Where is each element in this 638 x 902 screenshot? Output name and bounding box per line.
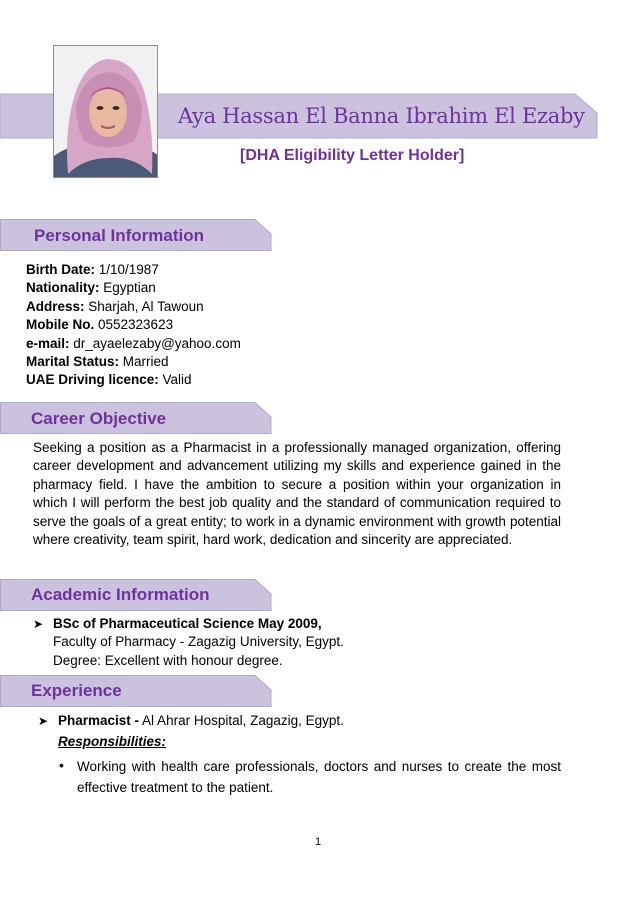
bullet-icon: • [59, 756, 64, 773]
personal-field: Marital Status: Married [26, 354, 169, 370]
degree-title: BSc of Pharmaceutical Science May 2009, [53, 616, 322, 631]
personal-info-list [26, 261, 241, 390]
job-title-line [58, 712, 568, 730]
section-title: Career Objective [31, 409, 167, 428]
academic-entry [33, 615, 573, 670]
personal-field: UAE Driving licence: Valid [26, 372, 192, 388]
section-header-experience [0, 675, 272, 707]
header-subtitle: [DHA Eligibility Letter Holder] [240, 147, 465, 164]
personal-field: Mobile No. 0552323623 [26, 317, 174, 333]
objective-paragraph: Seeking a position as a Pharmacist in a professionally managed organization, offering career development and advancement utilizing my skills and experience gained in the pharmacy field. I have the ambition to secure a position within your organization in which I will perform the best job quality and the standard of communication required to serve the goals of a great entity; to work in a dynamic environment with growth potential where creativity, team spirit, hard work, dedication and sincerity are appreciated. [33, 440, 561, 548]
personal-field: Nationality: Egyptian [26, 280, 156, 296]
responsibility-item [59, 756, 561, 798]
personal-field-email[interactable]: e-mail: dr_ayaelezaby@yahoo.com [26, 335, 241, 351]
candidate-name: Aya Hassan El Banna Ibrahim El Ezaby [178, 104, 585, 128]
section-title: Experience [31, 681, 122, 700]
responsibilities-label: Responsibilities: [58, 734, 167, 750]
job-place: Al Ahrar Hospital, Zagazig, Egypt. [139, 713, 344, 728]
responsibility-text: Working with health care professionals, doctors and nurses to create the most effective treatment to the patient. [77, 758, 561, 795]
personal-field: Birth Date: 1/10/1987 [26, 262, 159, 277]
section-title: Academic Information [31, 585, 210, 604]
job-role: Pharmacist - [58, 713, 140, 728]
page-number: 1 [315, 836, 322, 848]
faculty-line: Faculty of Pharmacy - Zagazig University, Egypt. [53, 634, 344, 650]
section-title: Personal Information [34, 226, 205, 245]
section-header-academic [0, 579, 272, 611]
arrow-bullet-icon: ➤ [33, 617, 44, 631]
section-header-personal [0, 219, 272, 251]
arrow-bullet-icon: ➤ [38, 714, 49, 728]
section-header-objective [0, 402, 272, 434]
grade-line: Degree: Excellent with honour degree. [53, 652, 283, 668]
profile-photo [53, 45, 158, 178]
experience-entry [38, 712, 568, 798]
personal-field: Address: Sharjah, Al Tawoun [26, 298, 204, 314]
